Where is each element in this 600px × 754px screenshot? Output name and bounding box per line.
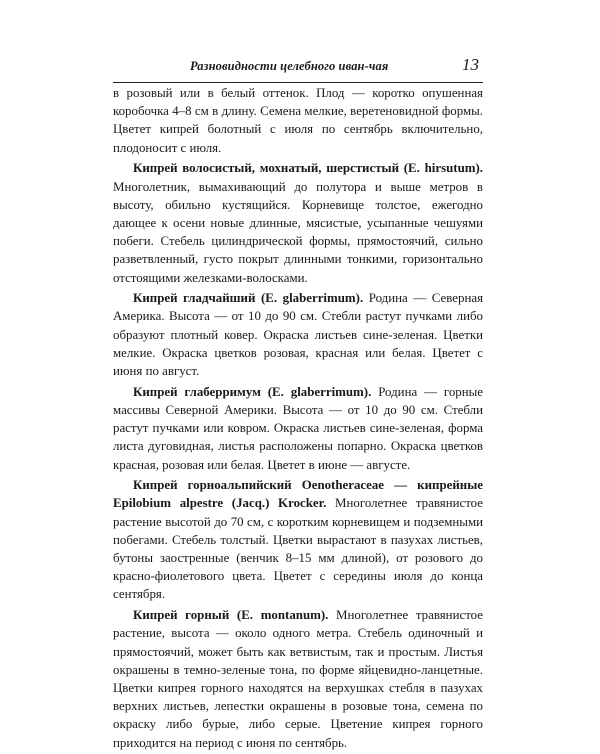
paragraph-text: Многолетнее травянистое растение высотой до 70 см, с коротким корневищем и подземными побегами. Стебель толстый. Цветки вырастают в пазухах листьев, бутоны заостренные (венчик 8–15 мм длиной), от розового до красно-фиолетового цвета. Цветет с середины июля до конца сентября.	[113, 496, 484, 602]
body-text	[113, 84, 483, 754]
paragraph-continuation	[113, 84, 483, 157]
paragraph-text: в розовый или в белый оттенок. Плод — коротко опушенная коробочка 4–8 см в длину. Семена мелкие, веретеновидной формы. Цветет кипрей болотный с июля по сентябрь включительно, плодоносит с июля.	[113, 86, 483, 155]
paragraph-glaberrimum-1	[113, 289, 483, 380]
species-term: Кипрей горный (E. montanum).	[133, 608, 329, 623]
paragraph-text: Родина — горные массивы Северной Америки. Высота — от 10 до 90 см. Стебли растут пучками или ковром. Окраска листьев сине-зеленая, форма листа дуговидная, листья расположены попарно. Окраска цветков красная, розовая или белая. Цветет в июне — августе.	[113, 384, 483, 472]
paragraph-text: Многолетник, вымахивающий до полутора и выше метров в высоту, обильно кустящийся. Корневище толстое, ежегодно дающее к осени новые длинные, мясистые, усыпанные чешуями побеги. Стебель цилиндрической формы, прямостоячий, сильно разветвленный, густо покрыт длинными тонкими, горизонтально отстоящими железками-волосками.	[113, 179, 483, 285]
running-title: Разновидности целебного иван-чая	[190, 59, 389, 73]
paragraph-glaberrimum-2	[113, 383, 483, 474]
species-term: Кипрей глаберримум (E. glaberrimum).	[133, 384, 372, 399]
species-term: Кипрей гладчайший (E. glaberrimum).	[133, 291, 364, 306]
species-term: Кипрей горноальпийский Oenotheraceae — кипрейные Epilobium alpestre (Jacq.) Krocker.	[113, 478, 483, 511]
running-header	[113, 55, 483, 83]
paragraph-montanum	[113, 606, 483, 752]
paragraph-text: Родина — Северная Америка. Высота — от 10 до 90 см. Стебли растут пучками либо образуют плотный ковер. Окраска листьев сине-зеленая. Цветки мелкие. Окраска цветков розовая, красная или белая. Цветет с июня по август.	[113, 291, 484, 379]
paragraph-text: Многолетнее травянистое растение, высота — около одного метра. Стебель одиночный и прямостоячий, может быть как ветвистым, так и простым. Листья окрашены в темно-зеленые тона, по форме яйцевидно-ланцетные. Цветки кипрея горного находятся на верхушках стебля в пазухах верхних листьев, лепестки окрашены в розовые тона, семена по окраску либо бурые, либо серые. Цветение кипрея горного приходится на период с июня по сентябрь.	[113, 608, 483, 750]
page-number: 13	[462, 55, 479, 74]
paragraph-alpestre	[113, 476, 483, 603]
species-term: Кипрей волосистый, мохнатый, шерстистый (E. hirsutum).	[133, 161, 483, 176]
paragraph-hirsutum	[113, 159, 483, 286]
